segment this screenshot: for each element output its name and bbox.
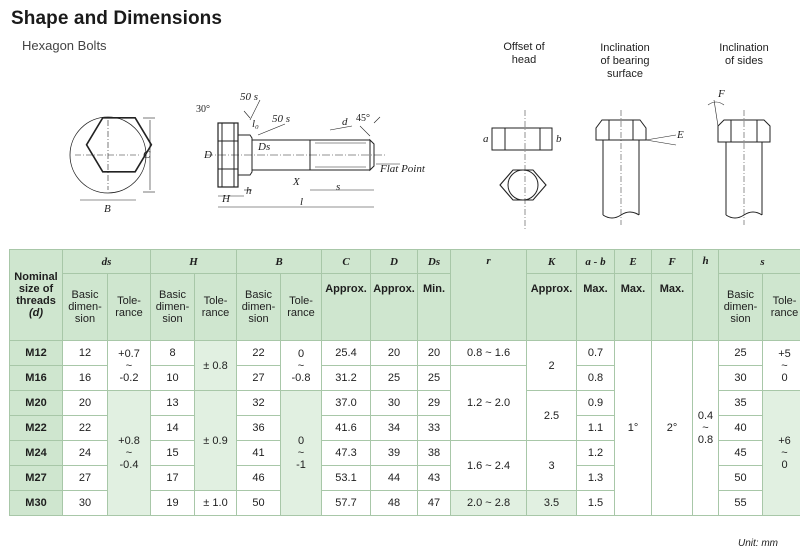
- cell-r: 0.8 ~ 1.6: [451, 341, 527, 366]
- bearing-surface-view: [596, 110, 676, 225]
- cell-size: M24: [10, 441, 63, 466]
- sub-s-tol: Tole- rance: [763, 274, 800, 341]
- cell-ds: 20: [63, 391, 108, 416]
- cell-Ds: 38: [418, 441, 451, 466]
- cell-ab: 0.7: [577, 341, 615, 366]
- label-50s-a: 50 s: [240, 91, 259, 103]
- cell-ds: 16: [63, 366, 108, 391]
- header-B: B: [237, 250, 322, 274]
- cell-C: 57.7: [322, 491, 371, 516]
- sub-K-approx: Approx.: [527, 274, 577, 341]
- label-D: D: [204, 149, 212, 161]
- cell-B: 41: [237, 441, 281, 466]
- cell-H: 17: [151, 466, 195, 491]
- sub-H-basic: Basic dimen- sion: [151, 274, 195, 341]
- cell-Ds: 25: [418, 366, 451, 391]
- sides-view: [708, 100, 770, 225]
- cell-ds-tol: +0.7 ~ -0.2: [108, 341, 151, 391]
- cell-Ds: 47: [418, 491, 451, 516]
- cell-Ds: 29: [418, 391, 451, 416]
- cell-B: 32: [237, 391, 281, 416]
- cell-r: 1.2 ~ 2.0: [451, 366, 527, 441]
- label-flat-point: Flat Point: [380, 163, 425, 175]
- label-h: h: [246, 185, 252, 197]
- cell-H: 8: [151, 341, 195, 366]
- cell-H: 19: [151, 491, 195, 516]
- cell-h: 0.4 ~ 0.8: [693, 341, 719, 516]
- cell-Ds: 43: [418, 466, 451, 491]
- cell-ds: 22: [63, 416, 108, 441]
- cell-H-tol: ± 0.9: [195, 391, 237, 491]
- cell-r: 1.6 ~ 2.4: [451, 441, 527, 491]
- cell-s: 40: [719, 416, 763, 441]
- cell-B: 50: [237, 491, 281, 516]
- cell-s-tol: +6 ~ 0: [763, 391, 800, 516]
- cell-E: 1°: [615, 341, 652, 516]
- cell-ab: 1.3: [577, 466, 615, 491]
- cell-H-tol: ± 0.8: [195, 341, 237, 391]
- offset-head-view: [492, 110, 552, 230]
- sub-D-approx: Approx.: [371, 274, 418, 341]
- cell-H-tol: ± 1.0: [195, 491, 237, 516]
- label-d: d: [342, 116, 348, 128]
- cell-s: 55: [719, 491, 763, 516]
- cell-size: M16: [10, 366, 63, 391]
- cell-s: 50: [719, 466, 763, 491]
- header-nominal-size: Nominal size of threads (d): [10, 250, 63, 341]
- cell-H: 14: [151, 416, 195, 441]
- cell-H: 15: [151, 441, 195, 466]
- label-B: B: [104, 203, 111, 215]
- caption-offset-of-head: Offset of head: [503, 41, 545, 66]
- cell-D: 48: [371, 491, 418, 516]
- label-l: l: [300, 196, 304, 208]
- header-E: E: [615, 250, 652, 274]
- cell-B-tol: 0 ~ -1: [281, 391, 322, 516]
- cell-D: 30: [371, 391, 418, 416]
- cell-size: M12: [10, 341, 63, 366]
- label-a: a: [483, 133, 489, 145]
- cell-D: 34: [371, 416, 418, 441]
- header-D: D: [371, 250, 418, 274]
- header-ds: ds: [63, 250, 151, 274]
- cell-ab: 0.8: [577, 366, 615, 391]
- cell-r: 2.0 ~ 2.8: [451, 491, 527, 516]
- table-group-header-row: [10, 250, 800, 274]
- unit-note: Unit: mm: [738, 538, 778, 549]
- cell-D: 20: [371, 341, 418, 366]
- cell-C: 53.1: [322, 466, 371, 491]
- cell-H: 13: [151, 391, 195, 416]
- header-h: h: [693, 250, 719, 341]
- cell-Ds: 20: [418, 341, 451, 366]
- header-K: K: [527, 250, 577, 274]
- cell-s: 25: [719, 341, 763, 366]
- sub-Ds-min: Min.: [418, 274, 451, 341]
- cell-D: 25: [371, 366, 418, 391]
- label-F: F: [718, 88, 725, 100]
- cell-C: 47.3: [322, 441, 371, 466]
- dimensions-table: [9, 249, 800, 516]
- sub-C-approx: Approx.: [322, 274, 371, 341]
- cell-ds: 24: [63, 441, 108, 466]
- cell-size: M27: [10, 466, 63, 491]
- sub-s-basic: Basic dimen- sion: [719, 274, 763, 341]
- cell-H: 10: [151, 366, 195, 391]
- page-title: Shape and Dimensions: [11, 8, 223, 29]
- cell-B-tol: 0 ~ -0.8: [281, 341, 322, 391]
- cell-ds-tol: +0.8 ~ -0.4: [108, 391, 151, 516]
- header-C: C: [322, 250, 371, 274]
- cell-C: 41.6: [322, 416, 371, 441]
- table-row: [10, 341, 800, 366]
- caption-inclination-bearing-surface: Inclination of bearing surface: [600, 42, 650, 80]
- bolt-side-view: [205, 100, 400, 207]
- header-Ds: Ds: [418, 250, 451, 274]
- cell-K: 3: [527, 441, 577, 491]
- cell-ab: 1.1: [577, 416, 615, 441]
- cell-C: 31.2: [322, 366, 371, 391]
- sub-E-max: Max.: [615, 274, 652, 341]
- cell-K: 2: [527, 341, 577, 391]
- cell-s: 45: [719, 441, 763, 466]
- cell-s: 35: [719, 391, 763, 416]
- page-subtitle: Hexagon Bolts: [22, 38, 107, 53]
- sub-ds-basic: Basic dimen- sion: [63, 274, 108, 341]
- table-subheader-row: [10, 274, 800, 341]
- label-l0: l₀: [252, 118, 259, 130]
- header-F: F: [652, 250, 693, 274]
- cell-B: 36: [237, 416, 281, 441]
- sub-B-basic: Basic dimen- sion: [237, 274, 281, 341]
- label-50s-b: 50 s: [272, 113, 291, 125]
- label-45deg: 45°: [356, 113, 370, 124]
- sub-H-tol: Tole- rance: [195, 274, 237, 341]
- cell-ab: 1.2: [577, 441, 615, 466]
- cell-ds: 27: [63, 466, 108, 491]
- cell-ds: 12: [63, 341, 108, 366]
- cell-K: 3.5: [527, 491, 577, 516]
- label-30deg: 30°: [196, 104, 210, 115]
- cell-K: 2.5: [527, 391, 577, 441]
- sub-B-tol: Tole- rance: [281, 274, 322, 341]
- label-s: s: [336, 181, 341, 193]
- bolt-drawings: [0, 0, 800, 245]
- sub-ab-max: Max.: [577, 274, 615, 341]
- cell-B: 22: [237, 341, 281, 366]
- cell-ab: 0.9: [577, 391, 615, 416]
- sub-F-max: Max.: [652, 274, 693, 341]
- cell-ab: 1.5: [577, 491, 615, 516]
- cell-size: M30: [10, 491, 63, 516]
- label-b: b: [556, 133, 562, 145]
- cell-ds: 30: [63, 491, 108, 516]
- cell-Ds: 33: [418, 416, 451, 441]
- sub-ds-tol: Tole- rance: [108, 274, 151, 341]
- label-C: C: [143, 149, 151, 161]
- cell-s-tol: +5 ~ 0: [763, 341, 800, 391]
- caption-inclination-of-sides: Inclination of sides: [719, 42, 769, 67]
- header-s: s: [719, 250, 800, 274]
- cell-size: M20: [10, 391, 63, 416]
- cell-size: M22: [10, 416, 63, 441]
- label-E: E: [677, 129, 684, 141]
- cell-D: 44: [371, 466, 418, 491]
- header-a-b: a - b: [577, 250, 615, 274]
- label-Ds: Ds: [258, 141, 271, 153]
- label-H: H: [222, 193, 230, 205]
- label-X: X: [293, 176, 300, 188]
- cell-C: 25.4: [322, 341, 371, 366]
- header-r: r: [451, 250, 527, 341]
- cell-s: 30: [719, 366, 763, 391]
- cell-D: 39: [371, 441, 418, 466]
- cell-F: 2°: [652, 341, 693, 516]
- cell-C: 37.0: [322, 391, 371, 416]
- cell-B: 46: [237, 466, 281, 491]
- header-H: H: [151, 250, 237, 274]
- cell-B: 27: [237, 366, 281, 391]
